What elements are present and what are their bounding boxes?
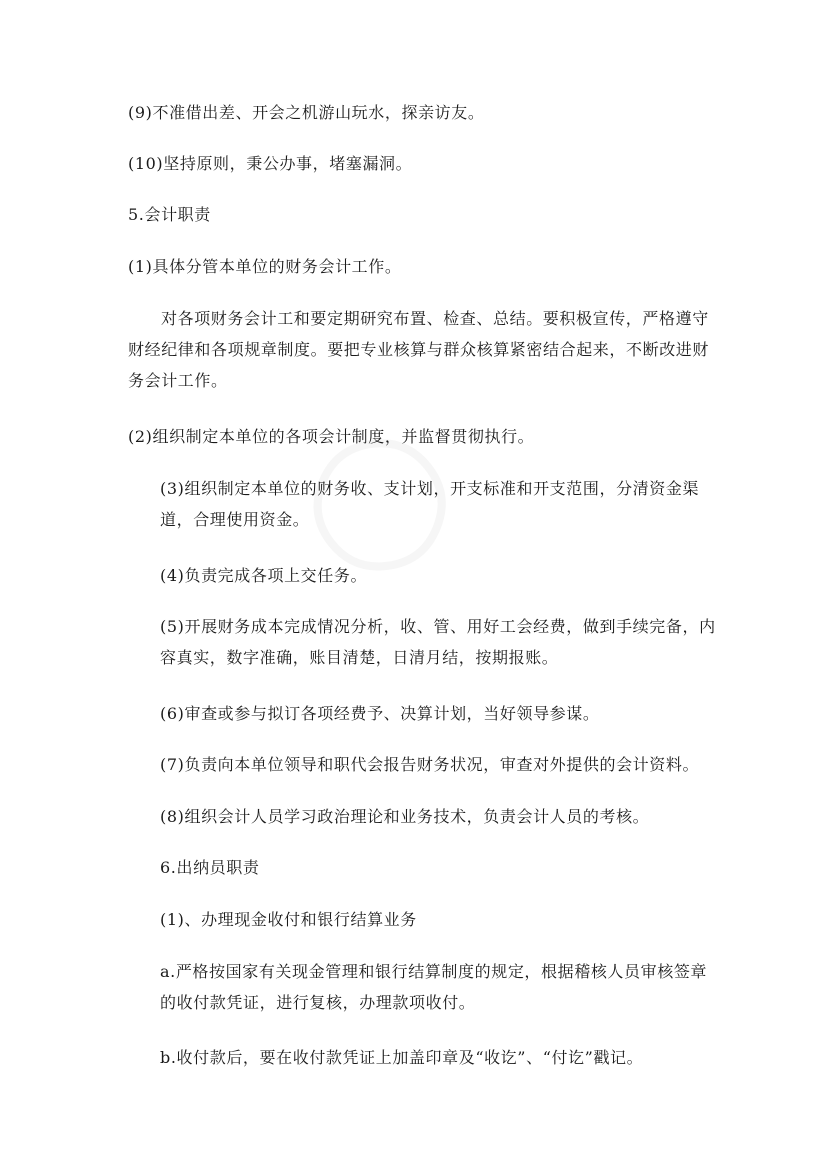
paragraph-item-9: (9)不准借出差、开会之机游山玩水，探亲访友。 [128, 103, 485, 122]
paragraph-accounting-8: (8)组织会计人员学习政治理论和业务技术，负责会计人员的考核。 [160, 807, 650, 826]
paragraph-accounting-1: (1)具体分管本单位的财务会计工作。 [128, 257, 402, 276]
paragraph-accounting-3: (3)组织制定本单位的财务收、支计划，开支标准和开支范围，分清资金渠道，合理使用资金。 [160, 479, 700, 529]
paragraph-accounting-7: (7)负责向本单位领导和职代会报告财务状况，审查对外提供的会计资料。 [160, 755, 700, 774]
section-heading-cashier: 6.出纳员职责 [160, 858, 260, 877]
paragraph-accounting-5: (5)开展财务成本完成情况分析，收、管、用好工会经费，做到手续完备，内容真实，数字准确，账目清楚，日清月结，按期报账。 [160, 617, 716, 667]
section-heading-accounting: 5.会计职责 [128, 205, 211, 224]
paragraph-accounting-6: (6)审查或参与拟订各项经费予、决算计划，当好领导参谋。 [160, 704, 600, 723]
paragraph-cashier-b: b.收付款后，要在收付款凭证上加盖印章及“收讫”、“付讫”戳记。 [160, 1048, 644, 1067]
paragraph-accounting-detail: 对各项财务会计工和要定期研究布置、检查、总结。要积极宣传，严格遵守财经纪律和各项规章制度。要把专业核算与群众核算紧密结合起来，不断改进财务会计工作。 [128, 309, 710, 390]
paragraph-accounting-2: (2)组织制定本单位的各项会计制度，并监督贯彻执行。 [128, 427, 535, 446]
paragraph-cashier-1: (1)、办理现金收付和银行结算业务 [160, 910, 417, 929]
paragraph-cashier-a: a.严格按国家有关现金管理和银行结算制度的规定，根据稽核人员审核签章的收付款凭证，进行复核，办理款项收付。 [160, 962, 708, 1012]
paragraph-accounting-4: (4)负责完成各项上交任务。 [160, 566, 368, 585]
paragraph-item-10: (10)坚持原则，秉公办事，堵塞漏洞。 [128, 154, 413, 173]
